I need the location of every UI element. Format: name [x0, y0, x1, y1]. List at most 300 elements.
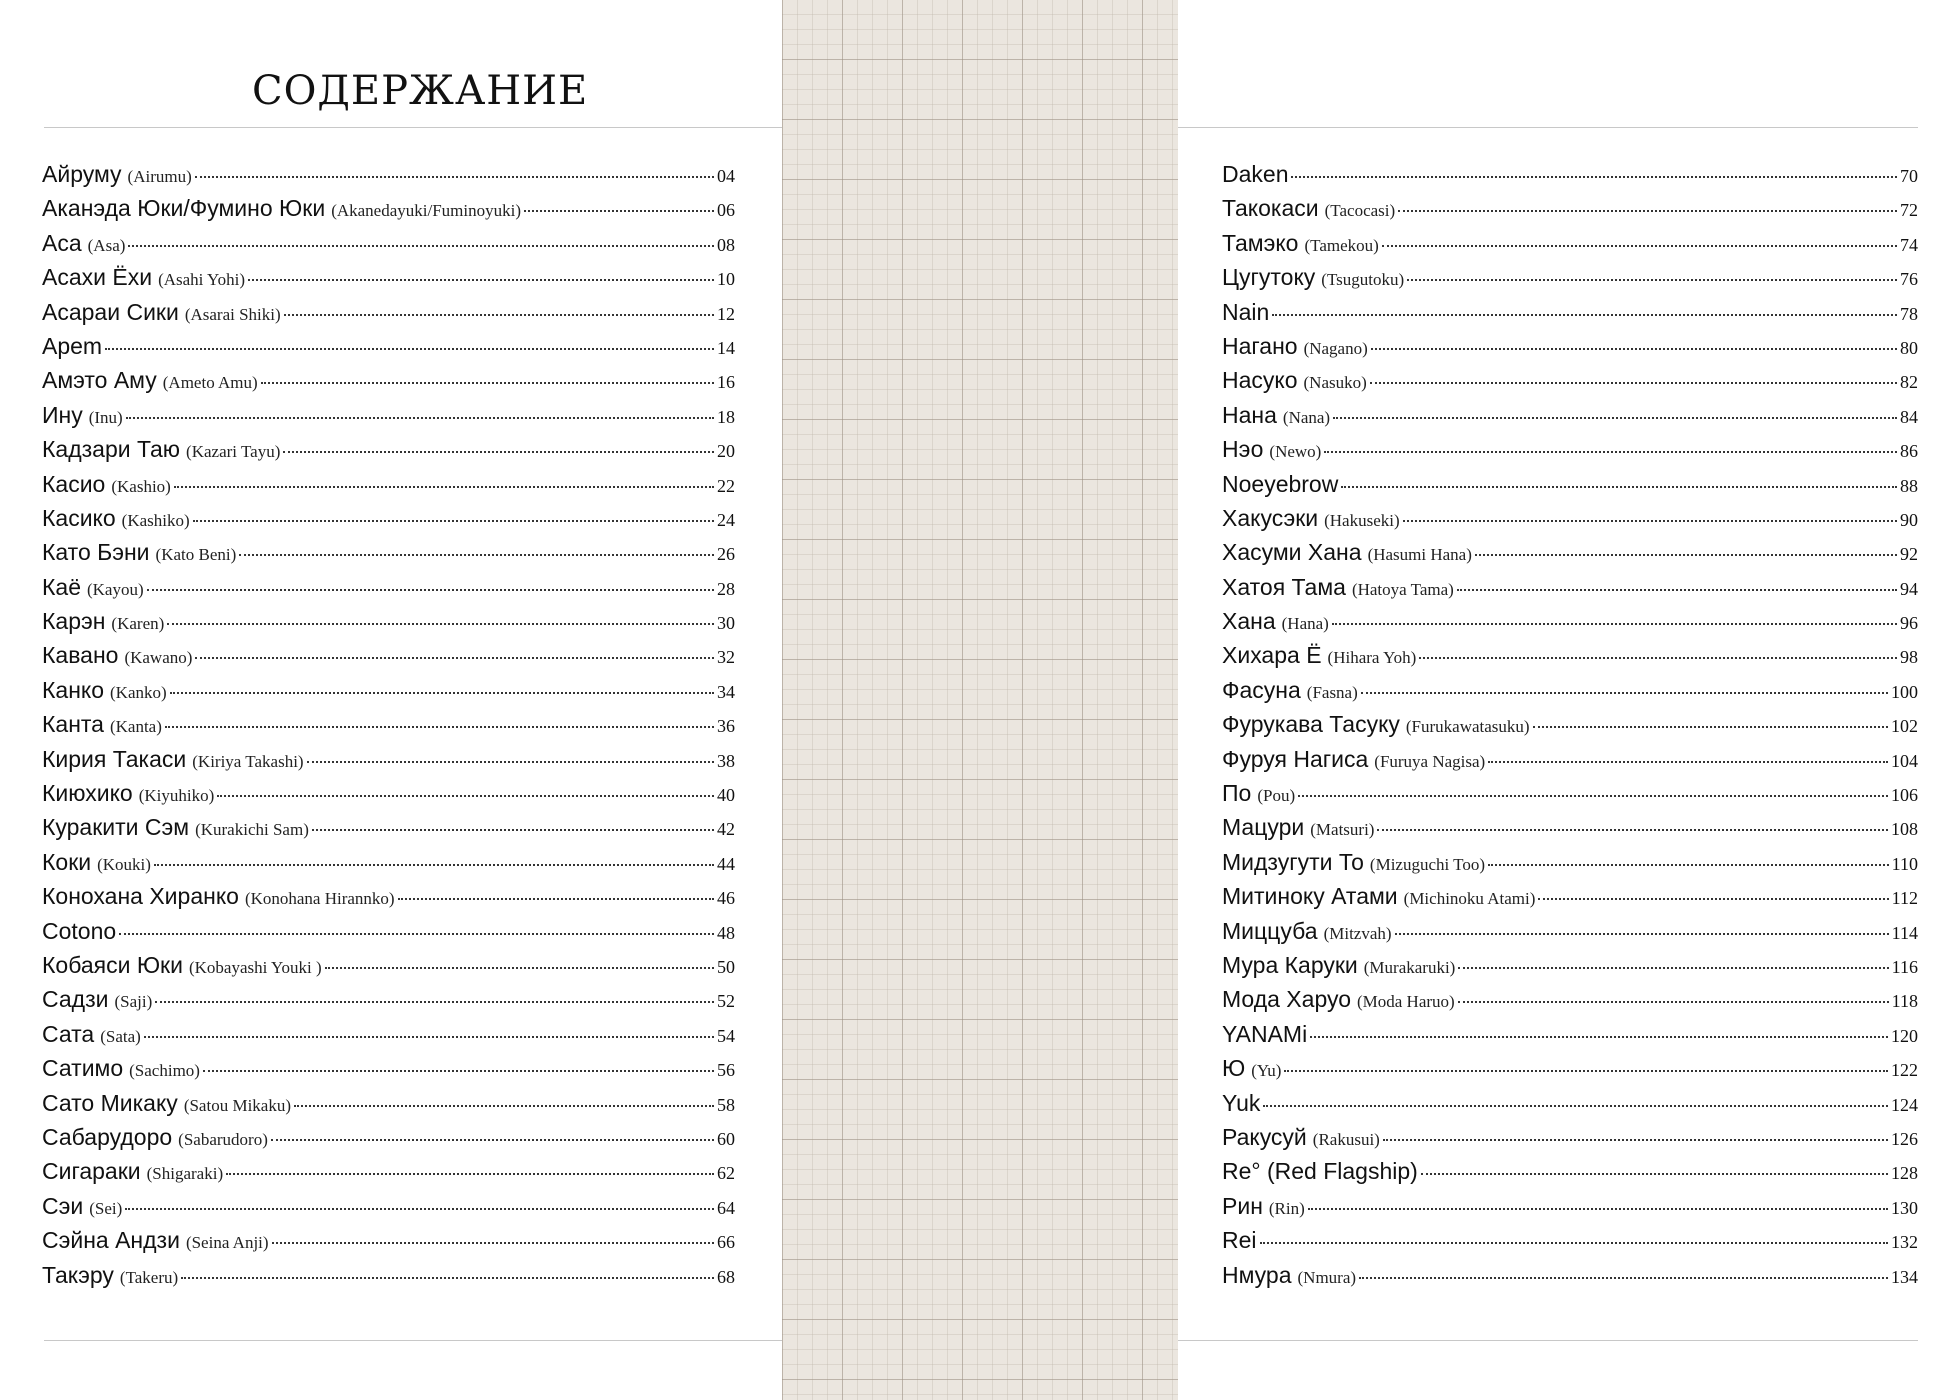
toc-entry[interactable]	[42, 333, 735, 367]
entry-romanization: (Ameto Amu)	[162, 373, 258, 393]
entry-page-number: 88	[1900, 475, 1918, 496]
entry-name: Мода Харуо	[1222, 986, 1351, 1013]
toc-entry[interactable]	[1222, 471, 1918, 505]
entry-romanization: (Sata)	[100, 1026, 141, 1046]
entry-romanization: (Hihara Yoh)	[1327, 648, 1417, 668]
toc-entry[interactable]	[42, 402, 735, 436]
toc-entry[interactable]	[42, 1124, 735, 1158]
toc-entry[interactable]	[1222, 642, 1918, 676]
dot-leader	[1341, 486, 1897, 488]
entry-page-number: 102	[1891, 716, 1918, 737]
dot-leader	[226, 1173, 714, 1175]
toc-entry[interactable]	[1222, 264, 1918, 298]
dot-leader	[1382, 245, 1897, 247]
dot-leader	[154, 864, 714, 866]
dot-leader	[147, 589, 714, 591]
entry-romanization: (Mizuguchi Too)	[1369, 854, 1486, 874]
entry-name: Миццуба	[1222, 917, 1318, 944]
toc-entry[interactable]	[42, 1021, 735, 1055]
dot-leader	[1333, 417, 1897, 419]
dot-leader	[1458, 967, 1888, 969]
entry-page-number: 100	[1891, 681, 1918, 702]
entry-name: Сигараки	[42, 1158, 141, 1185]
toc-entry[interactable]	[42, 986, 735, 1020]
entry-page-number: 98	[1900, 647, 1918, 668]
entry-romanization: (Kanta)	[109, 717, 162, 737]
entry-name: Сата	[42, 1020, 95, 1047]
entry-romanization: (Fasna)	[1306, 682, 1358, 702]
toc-entry[interactable]	[1222, 986, 1918, 1020]
toc-entry[interactable]	[1222, 849, 1918, 883]
entry-romanization: (Hatoya Tama)	[1351, 579, 1454, 599]
entry-page-number: 118	[1891, 991, 1918, 1012]
toc-entry[interactable]	[1222, 1055, 1918, 1089]
entry-page-number: 26	[717, 544, 735, 565]
entry-name: Карэн	[42, 608, 106, 635]
entry-page-number: 74	[1900, 234, 1918, 255]
entry-page-number: 60	[717, 1128, 735, 1149]
dot-leader	[261, 382, 714, 384]
entry-page-number: 58	[717, 1094, 735, 1115]
entry-romanization: (Karen)	[111, 614, 165, 634]
toc-entry[interactable]	[42, 471, 735, 505]
entry-romanization: (Yu)	[1251, 1061, 1282, 1081]
entry-name: Айруму	[42, 161, 122, 187]
entry-name: Кобаяси Юки	[42, 951, 183, 978]
entry-page-number: 48	[717, 922, 735, 943]
entry-page-number: 30	[717, 613, 735, 634]
bottom-divider-left	[44, 1340, 782, 1341]
entry-romanization: (Asa)	[87, 235, 126, 255]
dot-leader	[1332, 623, 1897, 625]
entry-name: Кирия Такаси	[42, 745, 187, 772]
entry-name: Садзи	[42, 986, 109, 1013]
entry-page-number: 24	[717, 509, 735, 530]
entry-page-number: 12	[717, 303, 735, 324]
toc-column-right	[1222, 161, 1918, 1296]
entry-page-number: 104	[1891, 750, 1918, 771]
entry-romanization: (Kazari Tayu)	[186, 442, 281, 462]
entry-page-number: 32	[717, 647, 735, 668]
toc-entry[interactable]	[1222, 333, 1918, 367]
toc-entry[interactable]	[42, 814, 735, 848]
entry-name: Кадзари Таю	[42, 436, 181, 463]
entry-name: Асараи Сики	[42, 298, 179, 325]
entry-name: Митиноку Атами	[1222, 883, 1398, 910]
toc-entry[interactable]	[1222, 436, 1918, 470]
entry-page-number: 124	[1891, 1094, 1918, 1115]
entry-name: Ю	[1222, 1055, 1246, 1082]
entry-romanization: (Sei)	[89, 1198, 123, 1218]
entry-name: Насуко	[1222, 367, 1298, 394]
entry-name: Ину	[42, 401, 83, 428]
dot-leader	[272, 1242, 714, 1244]
toc-entry[interactable]	[1222, 780, 1918, 814]
dot-leader	[1359, 1277, 1888, 1279]
entry-romanization: (Moda Haruo)	[1356, 992, 1455, 1012]
dot-leader	[1419, 657, 1897, 659]
dot-leader	[1475, 554, 1897, 556]
entry-romanization: (Kato Beni)	[155, 545, 237, 565]
entry-page-number: 114	[1891, 922, 1918, 943]
dot-leader	[193, 520, 714, 522]
toc-entry[interactable]	[1222, 539, 1918, 573]
toc-entry[interactable]	[1222, 746, 1918, 780]
entry-name: Такокаси	[1222, 195, 1319, 222]
dot-leader	[1407, 279, 1897, 281]
entry-name: Хасуми Хана	[1222, 539, 1362, 566]
dot-leader	[294, 1105, 714, 1107]
entry-name: Аканэда Юки/Фумино Юки	[42, 195, 326, 222]
toc-entry[interactable]	[42, 918, 735, 952]
entry-page-number: 50	[717, 956, 735, 977]
dot-leader	[144, 1036, 714, 1038]
entry-romanization: (Tsugutoku)	[1321, 270, 1405, 290]
dot-leader	[217, 795, 714, 797]
entry-name: Хатоя Тама	[1222, 573, 1346, 600]
entry-page-number: 86	[1900, 441, 1918, 462]
entry-name: Кавано	[42, 642, 119, 669]
entry-romanization: (Kiriya Takashi)	[192, 751, 304, 771]
entry-page-number: 62	[717, 1163, 735, 1184]
entry-page-number: 84	[1900, 406, 1918, 427]
dot-leader	[283, 451, 714, 453]
dot-leader	[1371, 348, 1897, 350]
entry-page-number: 76	[1900, 269, 1918, 290]
entry-page-number: 112	[1891, 888, 1918, 909]
entry-name: Yuk	[1222, 1089, 1261, 1116]
dot-leader	[174, 486, 714, 488]
entry-romanization: (Konohana Hirannko)	[244, 889, 395, 909]
entry-romanization: (Sabarudoro)	[178, 1129, 268, 1149]
toc-entry[interactable]	[42, 195, 735, 229]
dot-leader	[1403, 520, 1897, 522]
toc-entry[interactable]	[1222, 402, 1918, 436]
dot-leader	[170, 692, 714, 694]
dot-leader	[1260, 1242, 1888, 1244]
entry-page-number: 10	[717, 269, 735, 290]
toc-entry[interactable]	[1222, 1227, 1918, 1261]
dot-leader	[1308, 1208, 1888, 1210]
entry-romanization: (Tamekou)	[1304, 235, 1379, 255]
entry-name: Daken	[1222, 161, 1289, 187]
dot-leader	[271, 1139, 714, 1141]
dot-leader	[195, 176, 714, 178]
entry-name: Сабарудоро	[42, 1123, 173, 1150]
entry-name: Re° (Red Flagship)	[1222, 1158, 1418, 1185]
entry-name: Nain	[1222, 298, 1270, 325]
entry-name: Нагано	[1222, 332, 1298, 359]
toc-entry[interactable]	[1222, 1193, 1918, 1227]
dot-leader	[1457, 589, 1897, 591]
entry-romanization: (Akanedayuki/Fuminoyuki)	[331, 201, 521, 221]
dot-leader	[1488, 761, 1888, 763]
entry-name: Такэру	[42, 1261, 114, 1288]
dot-leader	[1370, 382, 1897, 384]
entry-page-number: 16	[717, 372, 735, 393]
dot-leader	[1383, 1139, 1888, 1141]
entry-name: Фуруя Нагиса	[1222, 745, 1369, 772]
entry-name: Фасуна	[1222, 676, 1301, 703]
entry-romanization: (Asarai Shiki)	[184, 304, 281, 324]
entry-name: Noeyebrow	[1222, 470, 1339, 497]
entry-name: Каё	[42, 573, 81, 600]
toc-entry[interactable]	[1222, 711, 1918, 745]
dot-leader	[1310, 1036, 1888, 1038]
entry-romanization: (Michinoku Atami)	[1403, 889, 1536, 909]
entry-romanization: (Nmura)	[1297, 1267, 1357, 1287]
dot-leader	[165, 726, 714, 728]
entry-page-number: 120	[1891, 1025, 1918, 1046]
toc-entry[interactable]	[42, 436, 735, 470]
entry-name: YANAMi	[1222, 1020, 1308, 1047]
dot-leader	[125, 1208, 714, 1210]
toc-entry[interactable]	[1222, 918, 1918, 952]
dot-leader	[167, 623, 714, 625]
entry-name: Сато Микаку	[42, 1089, 178, 1116]
toc-entry[interactable]	[42, 1055, 735, 1089]
entry-page-number: 108	[1891, 819, 1918, 840]
dot-leader	[524, 210, 714, 212]
dot-leader	[1324, 451, 1897, 453]
entry-page-number: 42	[717, 819, 735, 840]
dot-leader	[1284, 1070, 1888, 1072]
entry-romanization: (Hasumi Hana)	[1367, 545, 1472, 565]
toc-entry[interactable]	[42, 1158, 735, 1192]
entry-page-number: 128	[1891, 1163, 1918, 1184]
entry-page-number: 08	[717, 234, 735, 255]
toc-entry[interactable]	[1222, 1090, 1918, 1124]
entry-name: Apem	[42, 332, 103, 359]
entry-page-number: 52	[717, 991, 735, 1012]
toc-entry[interactable]	[1222, 677, 1918, 711]
toc-entry[interactable]	[1222, 367, 1918, 401]
entry-page-number: 22	[717, 475, 735, 496]
dot-leader	[307, 761, 714, 763]
toc-entry[interactable]	[42, 1193, 735, 1227]
dot-leader	[195, 657, 714, 659]
entry-name: Фурукава Тасуку	[1222, 711, 1400, 738]
entry-romanization: (Airumu)	[127, 167, 192, 186]
entry-name: Тамэко	[1222, 229, 1299, 256]
toc-entry[interactable]	[1222, 1262, 1918, 1296]
toc-entry[interactable]	[42, 574, 735, 608]
entry-romanization: (Kawano)	[124, 648, 193, 668]
entry-romanization: (Inu)	[88, 407, 123, 427]
entry-romanization: (Rin)	[1268, 1198, 1305, 1218]
entry-page-number: 80	[1900, 337, 1918, 358]
dot-leader	[248, 279, 714, 281]
entry-name: Мура Каруки	[1222, 951, 1358, 978]
entry-romanization: (Saji)	[114, 992, 153, 1012]
entry-page-number: 44	[717, 853, 735, 874]
entry-name: Мацури	[1222, 814, 1305, 841]
entry-romanization: (Nagano)	[1303, 338, 1368, 358]
entry-name: Аса	[42, 229, 82, 256]
toc-entry[interactable]	[42, 746, 735, 780]
entry-page-number: 90	[1900, 509, 1918, 530]
toc-entry[interactable]	[1222, 299, 1918, 333]
entry-romanization: (Kurakichi Sam)	[195, 820, 309, 840]
entry-romanization: (Hana)	[1281, 614, 1329, 634]
toc-entry[interactable]	[1222, 1021, 1918, 1055]
entry-page-number: 72	[1900, 200, 1918, 221]
entry-name: Канко	[42, 676, 105, 703]
entry-page-number: 56	[717, 1060, 735, 1081]
entry-page-number: 46	[717, 888, 735, 909]
entry-romanization: (Mitzvah)	[1323, 923, 1392, 943]
toc-entry[interactable]	[42, 505, 735, 539]
entry-page-number: 132	[1891, 1232, 1918, 1253]
entry-page-number: 130	[1891, 1197, 1918, 1218]
entry-page-number: 04	[717, 166, 735, 186]
toc-entry[interactable]	[1222, 1158, 1918, 1192]
dot-leader	[398, 898, 714, 900]
toc-entry[interactable]	[1222, 608, 1918, 642]
entry-name: Rei	[1222, 1227, 1257, 1254]
bottom-divider-right	[1178, 1340, 1918, 1341]
dot-leader	[155, 1001, 714, 1003]
book-spine-pattern	[782, 0, 1178, 1400]
toc-entry[interactable]	[1222, 952, 1918, 986]
toc-entry[interactable]	[1222, 195, 1918, 229]
entry-name: Ракусуй	[1222, 1123, 1307, 1150]
top-divider-left	[44, 127, 782, 128]
entry-page-number: 64	[717, 1197, 735, 1218]
toc-entry[interactable]	[42, 849, 735, 883]
entry-page-number: 96	[1900, 613, 1918, 634]
toc-entry[interactable]	[42, 264, 735, 298]
toc-entry[interactable]	[1222, 505, 1918, 539]
toc-entry[interactable]	[42, 642, 735, 676]
entry-page-number: 68	[717, 1266, 735, 1287]
toc-entry[interactable]	[42, 299, 735, 333]
entry-name: Нмура	[1222, 1261, 1292, 1288]
entry-name: Куракити Сэм	[42, 814, 190, 841]
entry-romanization: (Furukawatasuku)	[1405, 717, 1530, 737]
toc-entry[interactable]	[42, 883, 735, 917]
entry-name: Сатимо	[42, 1055, 124, 1082]
dot-leader	[284, 314, 714, 316]
entry-name: Cotono	[42, 917, 117, 944]
entry-page-number: 106	[1891, 785, 1918, 806]
dot-leader	[1263, 1105, 1888, 1107]
entry-romanization: (Seina Anji)	[185, 1233, 269, 1253]
entry-page-number: 134	[1891, 1266, 1918, 1287]
dot-leader	[181, 1277, 714, 1279]
dot-leader	[1538, 898, 1888, 900]
page-title: СОДЕРЖАНИЕ	[252, 68, 589, 114]
toc-entry[interactable]	[42, 539, 735, 573]
entry-name: Хана	[1222, 608, 1276, 635]
toc-entry[interactable]	[42, 367, 735, 401]
dot-leader	[105, 348, 714, 350]
entry-name: Касико	[42, 504, 116, 531]
dot-leader	[239, 554, 714, 556]
entry-name: Като Бэни	[42, 539, 150, 566]
dot-leader	[203, 1070, 714, 1072]
entry-romanization: (Asahi Yohi)	[158, 270, 245, 290]
entry-romanization: (Kayou)	[86, 579, 144, 599]
entry-name: Нана	[1222, 401, 1277, 428]
entry-name: По	[1222, 780, 1252, 807]
entry-page-number: 70	[1900, 166, 1918, 186]
entry-page-number: 122	[1891, 1060, 1918, 1081]
dot-leader	[1458, 1001, 1889, 1003]
toc-entry[interactable]	[1222, 814, 1918, 848]
toc-entry[interactable]	[1222, 1124, 1918, 1158]
toc-entry[interactable]	[1222, 161, 1918, 195]
entry-name: Хихара Ё	[1222, 642, 1322, 669]
toc-entry[interactable]	[42, 711, 735, 745]
entry-romanization: (Kashio)	[111, 476, 171, 496]
toc-entry[interactable]	[1222, 230, 1918, 264]
toc-entry[interactable]	[42, 230, 735, 264]
toc-entry[interactable]	[1222, 574, 1918, 608]
entry-romanization: (Nasuko)	[1303, 373, 1367, 393]
toc-entry[interactable]	[42, 608, 735, 642]
entry-name: Асахи Ёхи	[42, 264, 153, 291]
entry-name: Коки	[42, 848, 92, 875]
entry-romanization: (Satou Mikaku)	[183, 1095, 291, 1115]
toc-entry[interactable]	[42, 677, 735, 711]
entry-romanization: (Takeru)	[119, 1267, 179, 1287]
entry-name: Цугутоку	[1222, 264, 1316, 291]
dot-leader	[1361, 692, 1888, 694]
entry-romanization: (Murakaruki)	[1363, 957, 1456, 977]
dot-leader	[128, 245, 714, 247]
toc-entry[interactable]	[42, 1262, 735, 1296]
toc-entry[interactable]	[1222, 883, 1918, 917]
entry-page-number: 36	[717, 716, 735, 737]
dot-leader	[325, 967, 714, 969]
entry-romanization: (Rakusui)	[1312, 1129, 1380, 1149]
entry-page-number: 40	[717, 785, 735, 806]
entry-name: Конохана Хиранко	[42, 883, 239, 910]
entry-romanization: (Sachimo)	[129, 1061, 200, 1081]
entry-page-number: 110	[1891, 853, 1918, 874]
entry-romanization: (Kashiko)	[121, 510, 190, 530]
entry-page-number: 34	[717, 681, 735, 702]
dot-leader	[126, 417, 714, 419]
entry-page-number: 92	[1900, 544, 1918, 565]
entry-page-number: 116	[1891, 956, 1918, 977]
dot-leader	[1421, 1173, 1888, 1175]
toc-entry[interactable]	[42, 952, 735, 986]
entry-page-number: 28	[717, 578, 735, 599]
entry-name: Сэйна Андзи	[42, 1227, 180, 1254]
entry-page-number: 82	[1900, 372, 1918, 393]
entry-name: Киюхико	[42, 780, 133, 807]
entry-page-number: 38	[717, 750, 735, 771]
entry-page-number: 66	[717, 1232, 735, 1253]
dot-leader	[1377, 829, 1888, 831]
entry-name: Мидзугути То	[1222, 848, 1364, 875]
dot-leader	[312, 829, 714, 831]
toc-entry[interactable]	[42, 161, 735, 195]
entry-romanization: (Pou)	[1257, 786, 1296, 806]
entry-romanization: (Furuya Nagisa)	[1374, 751, 1486, 771]
toc-entry[interactable]	[42, 1227, 735, 1261]
entry-romanization: (Matsuri)	[1310, 820, 1375, 840]
entry-romanization: (Kiyuhiko)	[138, 786, 215, 806]
entry-page-number: 20	[717, 441, 735, 462]
entry-page-number: 126	[1891, 1128, 1918, 1149]
dot-leader	[1488, 864, 1889, 866]
toc-entry[interactable]	[42, 1090, 735, 1124]
toc-entry[interactable]	[42, 780, 735, 814]
entry-name: Нэо	[1222, 436, 1264, 463]
